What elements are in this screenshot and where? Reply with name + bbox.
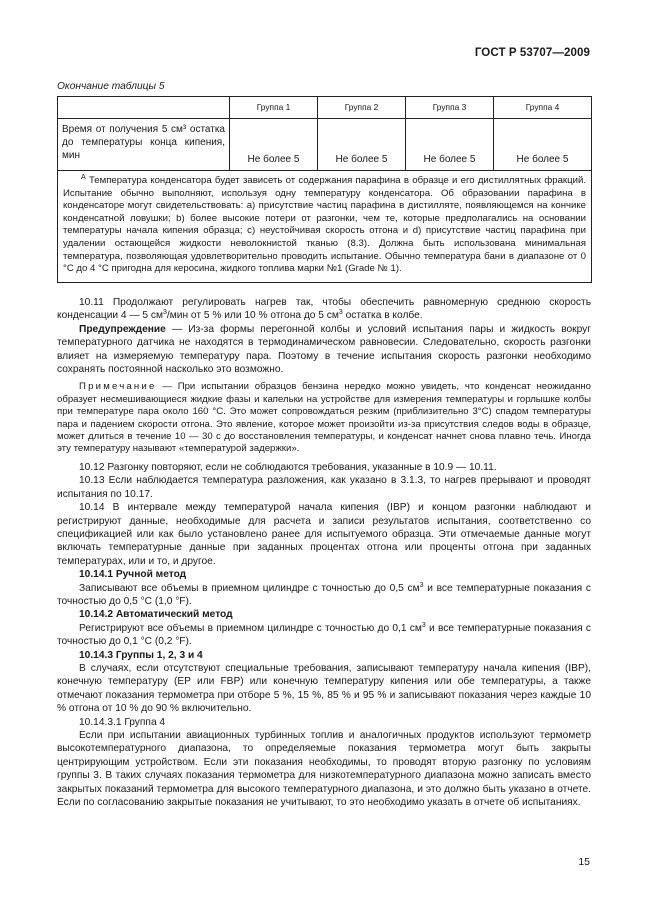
footnote-mark: A — [81, 174, 86, 181]
note-text: — При испытании образцов бензина нередко можно увидеть, что конденсат неожиданно образует несмешивающиеся жидкие фазы и капельки на устройстве для измерения температуры и горлышке колбы при температуре пара около 160 °С. Это может сопровождаться резким (приблизительно 3°С) спадом температуры пара и падением скорости отгона. Это явление, которое может произойти из-за присутствия следов воды в образце, может длиться в течение 10 — 30 с до восстановления температуры, и конденсат начнет снова плавно течь. Иногда эту температуру называют «температурой задержки». — [57, 381, 591, 455]
table-header-group-2: Группа 2 — [318, 97, 406, 119]
paragraph-10-14: 10.14 В интервале между температурой начала кипения (IBP) и концом разгонки наблюдают и регистрируют данные, необходимые для расчета и записи результатов испытания, соответственно со спецификацией или как было установлено ранее для испытуемого образца. Эти отмечаемые данные могут включать температурные данные при заданных процентах отгона или проценты отгона при заданных температурах, или и то, и другое. — [57, 502, 591, 567]
heading-text: 10.14.2 Автоматический метод — [79, 609, 233, 621]
table-cell-group-4: Не более 5 — [494, 119, 592, 171]
paragraph-10-11 — [57, 296, 591, 323]
table-row-label: Время от получения 5 см³ остатка до температуры конца кипения, мин — [58, 119, 230, 171]
text-run: и все температурные показания с точностью до 0,1 °С (0,2 °F). — [57, 622, 591, 648]
text-run: /мин от 5 % или 10 % отгона до 5 см — [166, 310, 339, 322]
text-run: остатка в колбе. — [342, 310, 423, 322]
heading-text: 10.14.1 Ручной метод — [79, 569, 187, 581]
table-header-group-3: Группа 3 — [406, 97, 494, 119]
document-code: ГОСТ Р 53707—2009 — [474, 47, 590, 59]
warning-paragraph — [57, 323, 591, 377]
note-label: Примечание — [79, 381, 157, 393]
body-text — [57, 296, 591, 809]
heading-10-14-1 — [57, 568, 591, 581]
table-footnote — [58, 171, 592, 283]
table-header-group-1: Группа 1 — [230, 97, 318, 119]
note-paragraph — [57, 381, 591, 455]
table-caption: Окончание таблицы 5 — [57, 81, 165, 92]
heading-text: 10.14.3 Группы 1, 2, 3 и 4 — [79, 649, 203, 661]
table-header-empty — [58, 97, 230, 119]
warning-label: Предупреждение — [79, 323, 166, 335]
table-row — [58, 119, 592, 171]
table-header-group-4: Группа 4 — [494, 97, 592, 119]
table-cell-group-2: Не более 5 — [318, 119, 406, 171]
table-footnote-row — [58, 171, 592, 283]
table-header-row — [58, 97, 592, 119]
superscript: 3 — [338, 309, 343, 317]
table-5 — [57, 96, 592, 283]
paragraph-10-14-3-1: Если при испытании авиационных турбинных топлив и аналогичных продуктов используют термометр высокотемпературного диапазона, то определяемые показания термометра могут быть закрыты центрирующим устройством. Если эти показания необходимы, то проводят вторую разгонку по условиям группы 3. В таких случаях показания термометра для низкотемпературного диапазона можно записать вместо закрытых показаний термометра для высокого температурного диапазона, и это должно быть указано в отчете. Если по согласованию закрытые показания не учитывают, то это необходимо указать в отчете об испытаниях. — [57, 730, 591, 809]
text-run: Записывают все объемы в приемном цилиндре с точностью до 0,5 см — [79, 582, 420, 594]
paragraph-10-14-1 — [57, 582, 591, 609]
paragraph-10-12: 10.12 Разгонку повторяют, если не соблюдаются требования, указанные в 10.9 — 10.11. — [79, 461, 497, 473]
superscript: 3 — [421, 621, 426, 629]
heading-10-14-3 — [57, 649, 591, 662]
table-cell-group-3: Не более 5 — [406, 119, 494, 171]
text-run: и все температурные показания с точностью до 0,5 °С (1,0 °F). — [57, 582, 591, 607]
paragraph-10-14-2 — [57, 622, 591, 649]
paragraph-10-13: 10.13 Если наблюдается температура разложения, как указано в 3.1.3, то нагрев прерывают и проводят испытания по 10.17. — [57, 475, 591, 500]
superscript: 3 — [163, 309, 167, 317]
heading-10-14-2 — [57, 608, 591, 621]
superscript: 3 — [419, 581, 424, 589]
table-cell-group-1: Не более 5 — [230, 119, 318, 171]
page-number: 15 — [578, 856, 590, 868]
heading-10-14-3-1: 10.14.3.1 Группа 4 — [79, 716, 166, 728]
warning-text: — Из-за формы перегонной колбы и условий испытания пары и жидкость вокруг температурного датчика не находятся в термодинамическом равновесии. Следовательно, скорость разгонки влияет на измеряемую температуру пара. Поэтому в течение испытания скорость разгонки необходимо сохранять постоянной насколько это возможно. — [57, 323, 591, 376]
paragraph-10-14-3: В случаях, если отсутствуют специальные требования, записывают температуру начала кипения (IBP), конечную температуру (ЕР или FBP) или конечную температуру кипения или обе температуры, а также отмечают показания термометра при отборе 5 %, 15 %, 85 % и 95 % и записывают показания через каждые 10 % отгона от 10 % до 90 % включительно. — [57, 662, 591, 715]
footnote-text: Температура конденсатора будет зависеть от содержания парафина в образце и его дистиллятных фракций. Испытание обычно выполняют, используя одну температуру конденсатора. Об образовании парафина в конденсаторе могут свидетельствовать: a) присутствие частиц парафина в дистилляте, появляющемся на кончике конденсатной ловушки; b) более высокие потери от разгонки, чем те, которые предполагались на основании температуры начала кипения образца; c) неустойчивая скорость отгона и d) присутствие частиц парафина при удалении остающейся жидкости неволокнистой тканью (8.3). Должна быть использована минимальная температура, позволяющая удовлетворительно проводить испытание. Обычно температура бани в диапазоне от 0 °С до 4 °С пригодна для керосина, жидкого топлива марки №1 (Grade № 1). — [63, 175, 586, 275]
text-run: Регистрируют все объемы в приемном цилиндре с точностью до 0,1 см — [79, 622, 422, 634]
text-run: 10.11 Продолжают регулировать нагрев так, чтобы обеспечить равномерную среднюю скорость конденсации 4 — 5 см — [57, 297, 591, 322]
